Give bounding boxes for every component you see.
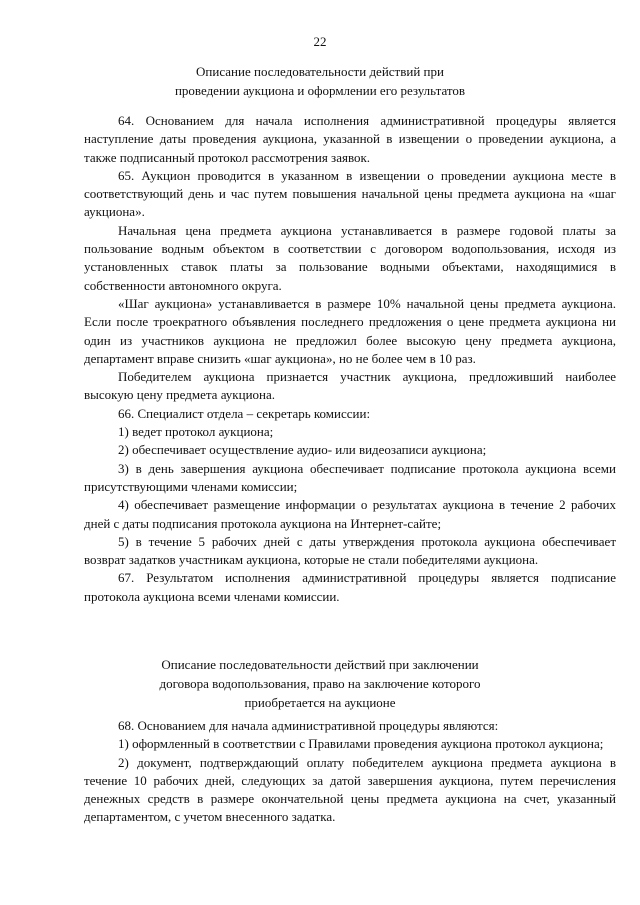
list-item-68-2: 2) документ, подтверждающий оплату победителем аукциона предмета аукциона в течение 10 рабочих дней, следующих за датой завершения аукциона, путем перечисления денежных средств в размере окончательной цены предмета аукциона на счет, указанный департаментом, с учетом внесенного задатка. — [84, 754, 616, 825]
list-item-66-2: 2) обеспечивает осуществление аудио- или видеозаписи аукциона; — [118, 442, 487, 458]
section-body-auction — [84, 112, 616, 606]
list-item-66-3: 3) в день завершения аукциона обеспечивает подписание протокола аукциона всеми присутствующими членами комиссии; — [84, 460, 616, 494]
paragraph-66: 66. Специалист отдела – секретарь комиссии: — [118, 405, 371, 421]
paragraph-65: 65. Аукцион проводится в указанном в извещении о проведении аукциона месте в соответствующий день и час путем повышения начальной цены предмета аукциона на «шаг аукциона». — [84, 167, 616, 220]
list-item-68-1: 1) оформленный в соответствии с Правилами проведения аукциона протокол аукциона; — [118, 736, 604, 752]
section-heading-auction — [100, 62, 540, 100]
paragraph-67: 67. Результатом исполнения административной процедуры является подписание протокола аукциона всеми членами комиссии. — [84, 570, 616, 604]
list-item-66-5: 5) в течение 5 рабочих дней с даты утверждения протокола аукциона обеспечивает возврат задатков участникам аукциона, которые не стали победителями аукциона. — [84, 533, 616, 568]
section-heading-contract — [100, 655, 540, 712]
paragraph-68: 68. Основанием для начала административной процедуры являются: — [118, 718, 499, 733]
paragraph-winner: Победителем аукциона признается участник аукциона, предложивший наиболее высокую цену предмета аукциона. — [84, 369, 616, 403]
page-number: 22 — [313, 34, 327, 49]
heading-line: проведении аукциона и оформлении его результатов — [174, 83, 466, 98]
paragraph-auction-step: «Шаг аукциона» устанавливается в размере 10% начальной цены предмета аукциона. Если после троекратного объявления последнего предложения о цене предмета аукциона ни один из участников аукциона не предложил более высокую цену предмета аукциона, департамент вправе снизить «шаг аукциона», но не более чем в 10 раз. — [84, 295, 616, 366]
heading-line: Описание последовательности действий при — [196, 64, 444, 79]
list-item-66-4: 4) обеспечивает размещение информации о результатах аукциона в течение 2 рабочих дней с даты подписания протокола аукциона на Интернет-сайте; — [84, 497, 616, 531]
heading-line: Описание последовательности действий при заключении — [161, 657, 479, 672]
paragraph-64: 64. Основанием для начала исполнения административной процедуры является наступление даты проведения аукциона, указанной в извещении о проведении аукциона, а также подписанный протокол рассмотрения заявок. — [84, 113, 616, 165]
list-item-66-1: 1) ведет протокол аукциона; — [118, 424, 274, 440]
section-body-contract — [84, 717, 616, 827]
heading-line: договора водопользования, право на заключение которого — [159, 676, 481, 691]
paragraph-initial-price: Начальная цена предмета аукциона устанавливается в размере годовой платы за пользование водным объектом в соответствии с договором водопользования, исходя из установленных ставок платы за пользование водными объектами, находящимися в собственности автономного округа. — [84, 222, 616, 293]
heading-line: приобретается на аукционе — [244, 695, 396, 710]
